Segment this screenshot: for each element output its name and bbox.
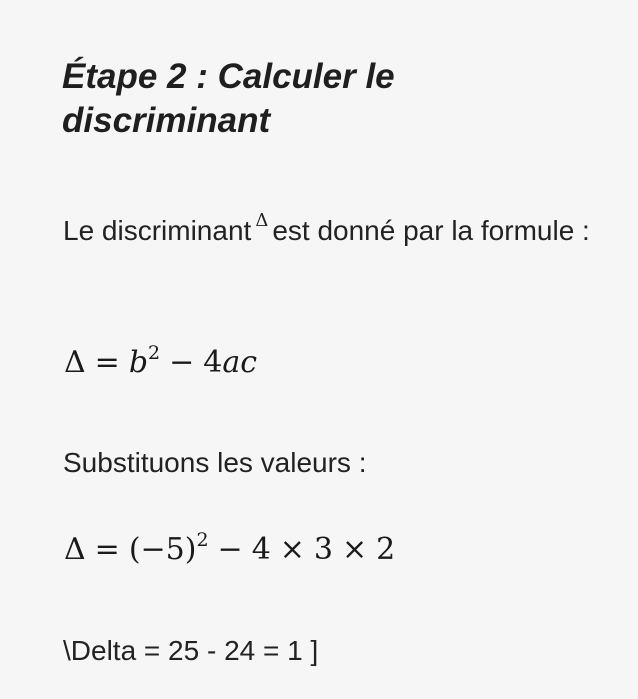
formula-b: b — [128, 345, 149, 380]
formula-ac: ac — [222, 345, 258, 380]
formula2-minus: − — [217, 532, 243, 567]
formula-exponent: 2 — [148, 342, 161, 364]
formula2-a: 4 — [251, 532, 271, 567]
substituted-formula — [64, 530, 395, 570]
formula-coefficient: 4 — [203, 345, 223, 380]
formula2-base: (−5) — [128, 532, 197, 567]
formula2-lhs: Δ — [64, 532, 86, 567]
formula2-times-2: × — [342, 532, 368, 567]
intro-text-after: est donné par la formule : — [272, 215, 590, 246]
formula2-equals: = — [94, 532, 120, 567]
result-text: \Delta = 25 - 24 = 1 ] — [63, 635, 319, 666]
delta-inline-symbol: Δ — [255, 210, 269, 231]
step-heading: Étape 2 : Calculer le discriminant — [62, 57, 395, 140]
intro-text-before: Le discriminant — [63, 215, 252, 246]
formula2-c: 2 — [376, 532, 396, 567]
formula-minus: − — [169, 345, 195, 380]
formula2-b: 3 — [313, 532, 334, 567]
discriminant-formula — [64, 343, 257, 383]
intro-paragraph — [63, 194, 603, 258]
formula2-times-1: × — [279, 532, 305, 567]
formula-equals: = — [94, 345, 120, 380]
formula-lhs: Δ — [64, 345, 86, 380]
substitution-text: Substituons les valeurs : — [63, 447, 367, 478]
formula2-exponent: 2 — [196, 529, 209, 551]
